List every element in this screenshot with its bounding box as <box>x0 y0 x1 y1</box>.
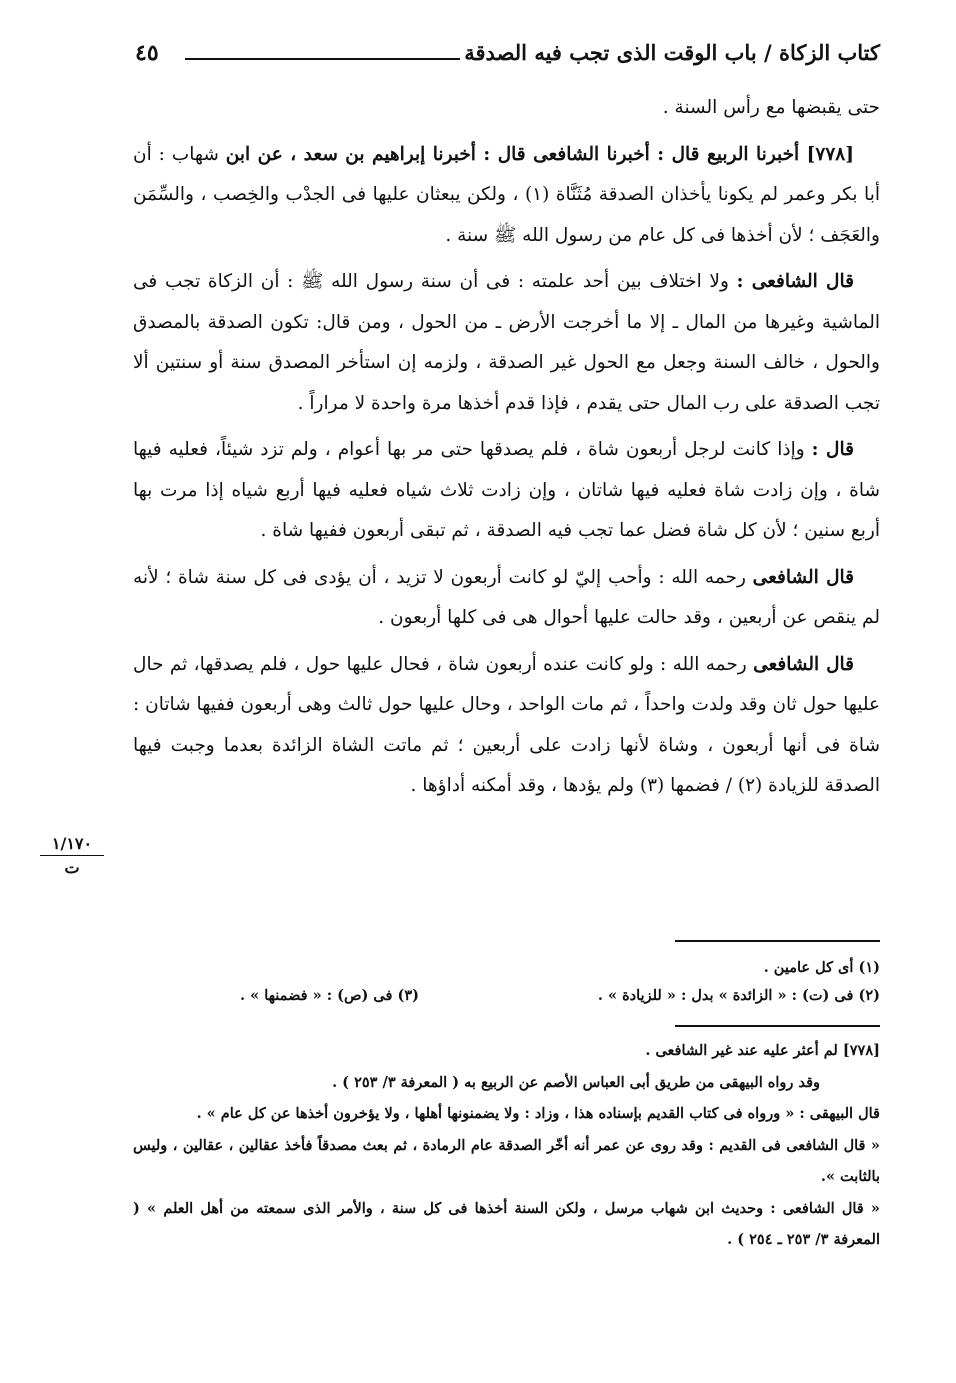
speaker-lead: قال الشافعى : <box>736 271 854 292</box>
running-title: كتاب الزكاة / باب الوقت الذى تجب فيه الصدقة <box>464 40 880 65</box>
editor-notes <box>133 1035 880 1256</box>
folio-siglum: ت <box>64 858 80 877</box>
footnote-row <box>150 982 880 1010</box>
footnote-rule <box>675 940 880 942</box>
footnote-2: (٢) فى (ت) : « الزائدة » بدل : « للزيادة » . <box>597 987 880 1004</box>
paragraph-text: رحمه الله : وأحب إليّ لو كانت أربعون لا تزيد ، أن يؤدى فى كل سنة شاة ؛ لأنه لم ينقص عن أربعين ، وقد حالت عليها أحوال هى فى كلها أربعون . <box>133 566 880 628</box>
speaker-lead: قال الشافعى <box>753 653 855 675</box>
paragraph-text: وإذا كانت لرجل أربعون شاة ، فلم يصدقها حتى مر بها أعوام ، ولم تزد شيئاً، فعليه فيها شاة ، وإن زادت شاة فعليه فيها شاتان ، وإن زادت ثلاث شياه فعليه فيها أربع شياه إذا مرت بها أربع سنين ؛ لأن كل شاة فضل عما تجب فيه الصدقة ، ثم تبقى أربعون ففيها شاة . <box>133 439 880 541</box>
paragraph-shafii-3 <box>133 645 880 807</box>
page-header <box>135 40 880 76</box>
note-778: [٧٧٨] لم أعثر عليه عند غير الشافعى . <box>645 1042 880 1059</box>
footnote-3: (٣) فى (ص) : « فضمنها » . <box>240 987 420 1004</box>
paragraph-qala <box>133 430 880 552</box>
paragraph-shafii-2 <box>133 558 880 639</box>
speaker-lead: قال : <box>811 439 854 460</box>
paragraph-shafii-1 <box>133 262 880 424</box>
paragraph-text: ولا اختلاف بين أحد علمته : فى أن سنة رسول الله ﷺ : أن الزكاة تجب فى الماشية وغيرها من المال ـ إلا ما أخرجت الأرض ـ من الحول ، ومن قال: تكون الصدقة بالمصدق والحول ، خالف السنة وجعل مع الحول غير الصدقة ، ولزمه إن استأخر المصدق سنة أو سنتين ألا تجب الصدقة على رب المال حتى يقدم ، فإذا قدم أخذها مرة واحدة لا مراراً . <box>133 271 880 414</box>
footnote-1: (١) أى كل عامين . <box>763 959 880 976</box>
page-number: ٤٥ <box>135 40 159 66</box>
header-rule <box>185 58 460 60</box>
folio-number: ١/١٧٠ <box>51 834 93 853</box>
paragraph-778 <box>133 135 880 257</box>
paragraph-text: شهاب : أن أبا بكر وعمر لم يكونا يأخذان الصدقة مُثَنَّاة (١) ، ولكن يبعثان عليها فى الجدْب والخِصب ، والسِّمَن والعَجَف ؛ لأن أخذها فى كل عام من رسول الله ﷺ سنة . <box>133 143 880 246</box>
hadith-number-lead: [٧٧٨] أخبرنا الربيع قال : أخبرنا الشافعى قال : أخبرنا إبراهيم بن سعد ، عن ابن <box>225 143 854 165</box>
manuscript-folio-note <box>40 834 104 877</box>
note-shafii-qadim: « قال الشافعى فى القديم : وقد روى عن عمر أنه أخّر الصدقة عام الرمادة ، ثم بعث مصدقاً فأخذ عقالين ، عقالين ، وليس بالثابت ». <box>133 1136 880 1185</box>
speaker-lead: قال الشافعى <box>752 566 854 588</box>
note-bayhaqi-2: قال البيهقى : « ورواه فى كتاب القديم بإسناده هذا ، وزاد : ولا يضمنونها أهلها ، ولا يؤخرون أخذها عن كل عام » . <box>196 1105 880 1122</box>
note-bayhaqi-1: وقد رواه البيهقى من طريق أبى العباس الأصم عن الربيع به ( المعرفة ٣/ ٢٥٣ ) . <box>332 1073 820 1091</box>
paragraph-continuation: حتى يقبضها مع رأس السنة . <box>662 97 880 118</box>
folio-rule <box>40 855 104 856</box>
main-text <box>133 88 880 807</box>
notes-rule <box>675 1025 880 1027</box>
footnotes <box>150 954 880 1010</box>
paragraph-text: رحمه الله : ولو كانت عنده أربعون شاة ، فحال عليها حول ، فلم يصدقها، ثم حال عليها حول ثان وقد ولدت واحداً ، ثم مات الواحد ، وحال عليها حول ثالث وهى أربعون ففيها شاتان : شاة فى أنها أربعون ، وشاة لأنها زادت على أربعين ؛ ثم ماتت الشاة الزائدة بعدما وجبت فيها الصدقة للزيادة (٢) / فضمها (٣) ولم يؤدها ، وقد أمكنه أداؤها . <box>133 653 880 796</box>
note-shafii-ibn-shihab: « قال الشافعى : وحديث ابن شهاب مرسل ، ولكن السنة أخذها فى كل سنة ، والأمر الذى سمعته من أهل العلم » ( المعرفة ٣/ ٢٥٣ ـ ٢٥٤ ) . <box>133 1199 880 1248</box>
